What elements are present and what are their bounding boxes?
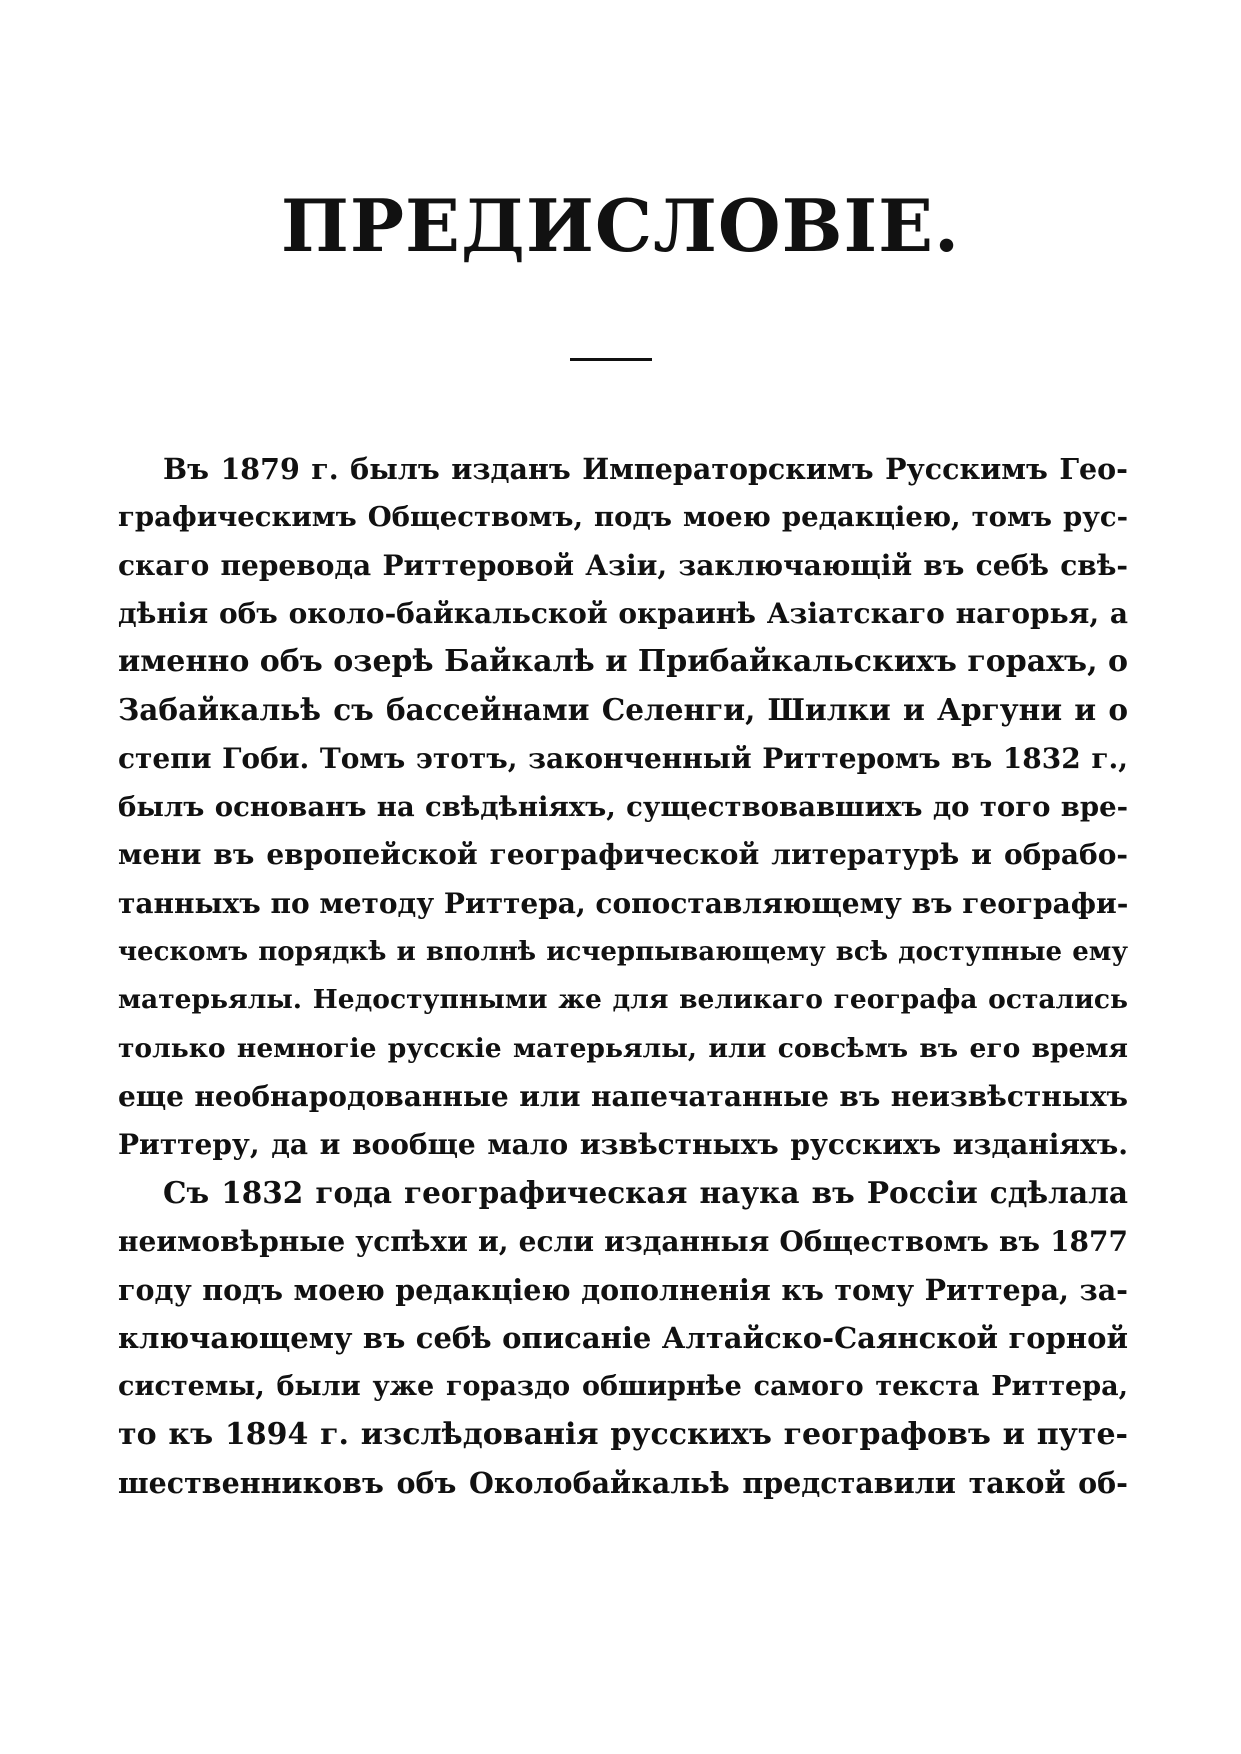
text-line: ческомъ порядкѣ и вполнѣ исчерпывающему всѣ доступные ему (118, 936, 1128, 967)
text-line: неимовѣрные успѣхи и, если изданныя Обществомъ въ 1877 (118, 1224, 1128, 1258)
text-line: былъ основанъ на свѣдѣніяхъ, существовавшихъ до того вре- (118, 791, 1128, 824)
paragraph (118, 445, 1128, 1169)
text-line: именно объ озерѣ Байкалѣ и Прибайкальскихъ горахъ, о (118, 644, 1128, 680)
text-line: году подъ моею редакціею дополненія къ тому Риттера, за- (118, 1273, 1128, 1308)
text-line: матерьялы. Недоступными же для великаго географа остались (118, 984, 1128, 1016)
text-line: только немногіе русскіе матерьялы, или совсѣмъ въ его время (118, 1032, 1128, 1064)
text-line: степи Гоби. Томъ этотъ, законченный Риттеромъ въ 1832 г., (118, 741, 1128, 775)
text-line: ключающему въ себѣ описаніе Алтайско-Саянской горной (118, 1321, 1128, 1356)
text-line: шественниковъ объ Околобайкальѣ представили такой об- (118, 1466, 1128, 1501)
text-line: еще необнародованные или напечатанные въ неизвѣстныхъ (118, 1079, 1128, 1113)
body-text (118, 445, 1128, 1508)
text-line: Въ 1879 г. былъ изданъ Императорскимъ Русскимъ Гео- (163, 452, 1128, 486)
text-line: танныхъ по методу Риттера, сопоставляющему въ географи- (118, 886, 1129, 920)
text-line: Забайкальѣ съ бассейнами Селенги, Шилки и Аргуни и о (118, 692, 1128, 728)
text-line: дѣнія объ около-байкальской окраинѣ Азіатскаго нагорья, а (118, 596, 1128, 630)
text-line: мени въ европейской географической литературѣ и обрабо- (118, 838, 1128, 872)
text-line: Риттеру, да и вообще мало извѣстныхъ русскихъ изданіяхъ. (118, 1128, 1128, 1162)
text-line: графическимъ Обществомъ, подъ моею редакціею, томъ рус- (118, 501, 1128, 534)
text-line: Съ 1832 года географическая наука въ Россіи сдѣлала (163, 1175, 1128, 1211)
paragraph (118, 1169, 1128, 1507)
text-line: то къ 1894 г. изслѣдованія русскихъ географовъ и путе- (118, 1416, 1128, 1452)
page-title: ПРЕДИСЛОВІЕ. (280, 183, 961, 268)
text-line: системы, были уже гораздо обширнѣе самого текста Риттера, (118, 1370, 1128, 1402)
title-divider (570, 358, 652, 361)
text-line: скаго перевода Риттеровой Азіи, заключающій въ себѣ свѣ- (118, 548, 1128, 582)
